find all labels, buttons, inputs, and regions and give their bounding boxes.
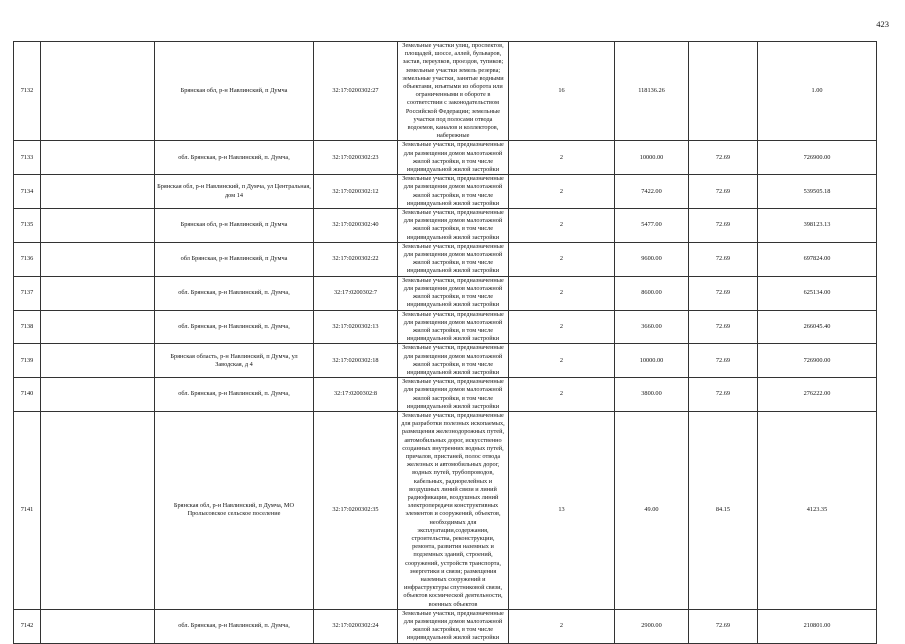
land-use-description-cell: Земельные участки, предназначенные для размещения домов малоэтажной жилой застройки, в том числе индивидуальной жилой застройки bbox=[398, 209, 509, 243]
spacer-cell bbox=[41, 242, 155, 276]
table-row bbox=[14, 310, 877, 344]
area-cell: 3800.00 bbox=[615, 378, 689, 412]
area-cell: 9600.00 bbox=[615, 242, 689, 276]
cadastral-value-cell: 266045.40 bbox=[758, 310, 877, 344]
table-row bbox=[14, 242, 877, 276]
row-number: 7138 bbox=[14, 310, 41, 344]
specific-value-cell: 72.69 bbox=[689, 609, 758, 643]
group-code-cell: 16 bbox=[509, 42, 615, 141]
specific-value-cell bbox=[689, 42, 758, 141]
address-cell: обл. Брянская, р-н Навлинский, п. Думча, bbox=[155, 609, 314, 643]
group-code-cell: 2 bbox=[509, 175, 615, 209]
area-cell: 10000.00 bbox=[615, 344, 689, 378]
cadastral-number-cell: 32:17:0200302:24 bbox=[314, 609, 398, 643]
cadastral-value-cell: 539505.18 bbox=[758, 175, 877, 209]
group-code-cell: 2 bbox=[509, 310, 615, 344]
cadastral-number-cell: 32:17:0200302:40 bbox=[314, 209, 398, 243]
cadastral-number-cell: 32:17:0200302:23 bbox=[314, 141, 398, 175]
spacer-cell bbox=[41, 378, 155, 412]
table-row bbox=[14, 276, 877, 310]
table-row bbox=[14, 344, 877, 378]
row-number: 7135 bbox=[14, 209, 41, 243]
spacer-cell bbox=[41, 209, 155, 243]
row-number: 7137 bbox=[14, 276, 41, 310]
spacer-cell bbox=[41, 42, 155, 141]
address-cell: обл. Брянская, р-н Навлинский, п. Думча, bbox=[155, 378, 314, 412]
cadastral-value-cell: 1.00 bbox=[758, 42, 877, 141]
land-use-description-cell: Земельные участки, предназначенные для размещения домов малоэтажной жилой застройки, в том числе индивидуальной жилой застройки bbox=[398, 242, 509, 276]
specific-value-cell: 72.69 bbox=[689, 141, 758, 175]
area-cell: 7422.00 bbox=[615, 175, 689, 209]
spacer-cell bbox=[41, 609, 155, 643]
specific-value-cell: 72.69 bbox=[689, 175, 758, 209]
specific-value-cell: 72.69 bbox=[689, 276, 758, 310]
address-cell: Брянская обл, р-н Навлинский, п Думча, МО Пролысовское сельское поселение bbox=[155, 411, 314, 609]
cadastral-number-cell: 32:17:0200302:13 bbox=[314, 310, 398, 344]
land-use-description-cell: Земельные участки, предназначенные для размещения домов малоэтажной жилой застройки, в том числе индивидуальной жилой застройки bbox=[398, 276, 509, 310]
address-cell: Брянская обл, р-н Навлинский, п Думча bbox=[155, 209, 314, 243]
group-code-cell: 2 bbox=[509, 209, 615, 243]
table-body bbox=[14, 42, 877, 644]
table-row bbox=[14, 141, 877, 175]
address-cell: Брянская обл, р-н Навлинский, п Думча bbox=[155, 42, 314, 141]
table-row bbox=[14, 609, 877, 643]
specific-value-cell: 72.69 bbox=[689, 209, 758, 243]
spacer-cell bbox=[41, 175, 155, 209]
area-cell: 118136.26 bbox=[615, 42, 689, 141]
cadastral-number-cell: 32:17:0200302:8 bbox=[314, 378, 398, 412]
land-use-description-cell: Земельные участки улиц, проспектов, площадей, шоссе, аллей, бульваров, застав, переулков, проездов, тупиков; земельные участки земель резерва; земельные участки, занятые водными объектами, изъятыми из оборота или ограниченными в обороте в соответствии с законодательством Российской Федерации; земельные участки под полосами отвода водоемов, каналов и коллекторов, набережные bbox=[398, 42, 509, 141]
land-use-description-cell: Земельные участки, предназначенные для размещения домов малоэтажной жилой застройки, в том числе индивидуальной жилой застройки bbox=[398, 344, 509, 378]
specific-value-cell: 72.69 bbox=[689, 310, 758, 344]
row-number: 7142 bbox=[14, 609, 41, 643]
address-cell: Брянская обл, р-н Навлинский, п Думча, ул Центральная, дом 14 bbox=[155, 175, 314, 209]
address-cell: обл. Брянская, р-н Навлинский, п. Думча, bbox=[155, 276, 314, 310]
cadastral-value-cell: 697824.00 bbox=[758, 242, 877, 276]
specific-value-cell: 84.15 bbox=[689, 411, 758, 609]
cadastral-number-cell: 32:17:0200302:27 bbox=[314, 42, 398, 141]
group-code-cell: 2 bbox=[509, 609, 615, 643]
specific-value-cell: 72.69 bbox=[689, 378, 758, 412]
table-row bbox=[14, 378, 877, 412]
area-cell: 10000.00 bbox=[615, 141, 689, 175]
specific-value-cell: 72.69 bbox=[689, 344, 758, 378]
cadastral-number-cell: 32:17:0200302:18 bbox=[314, 344, 398, 378]
cadastral-number-cell: 32:17:0200302:7 bbox=[314, 276, 398, 310]
land-use-description-cell: Земельные участки, предназначенные для размещения домов малоэтажной жилой застройки, в том числе индивидуальной жилой застройки bbox=[398, 175, 509, 209]
page-number: 423 bbox=[876, 19, 889, 29]
area-cell: 3660.00 bbox=[615, 310, 689, 344]
row-number: 7136 bbox=[14, 242, 41, 276]
table-row bbox=[14, 209, 877, 243]
group-code-cell: 2 bbox=[509, 378, 615, 412]
spacer-cell bbox=[41, 344, 155, 378]
land-use-description-cell: Земельные участки, предназначенные для размещения домов малоэтажной жилой застройки, в том числе индивидуальной жилой застройки bbox=[398, 609, 509, 643]
table-row bbox=[14, 411, 877, 609]
cadastral-value-table bbox=[13, 41, 877, 644]
cadastral-value-cell: 625134.00 bbox=[758, 276, 877, 310]
specific-value-cell: 72.69 bbox=[689, 242, 758, 276]
row-number: 7140 bbox=[14, 378, 41, 412]
cadastral-value-cell: 210801.00 bbox=[758, 609, 877, 643]
area-cell: 5477.00 bbox=[615, 209, 689, 243]
spacer-cell bbox=[41, 276, 155, 310]
spacer-cell bbox=[41, 411, 155, 609]
land-use-description-cell: Земельные участки, предназначенные для размещения домов малоэтажной жилой застройки, в том числе индивидуальной жилой застройки bbox=[398, 310, 509, 344]
spacer-cell bbox=[41, 310, 155, 344]
group-code-cell: 2 bbox=[509, 242, 615, 276]
row-number: 7139 bbox=[14, 344, 41, 378]
area-cell: 2900.00 bbox=[615, 609, 689, 643]
cadastral-number-cell: 32:17:0200302:12 bbox=[314, 175, 398, 209]
row-number: 7141 bbox=[14, 411, 41, 609]
land-use-description-cell: Земельные участки, предназначенные для размещения домов малоэтажной жилой застройки, в том числе индивидуальной жилой застройки bbox=[398, 141, 509, 175]
cadastral-value-cell: 276222.00 bbox=[758, 378, 877, 412]
address-cell: обл. Брянская, р-н Навлинский, п. Думча, bbox=[155, 310, 314, 344]
group-code-cell: 2 bbox=[509, 141, 615, 175]
address-cell: Брянская область, р-н Навлинский, п Думча, ул Заводская, д 4 bbox=[155, 344, 314, 378]
group-code-cell: 13 bbox=[509, 411, 615, 609]
table-row bbox=[14, 175, 877, 209]
area-cell: 8600.00 bbox=[615, 276, 689, 310]
land-use-description-cell: Земельные участки, предназначенные для размещения домов малоэтажной жилой застройки, в том числе индивидуальной жилой застройки bbox=[398, 378, 509, 412]
area-cell: 49.00 bbox=[615, 411, 689, 609]
cadastral-value-cell: 726900.00 bbox=[758, 141, 877, 175]
cadastral-number-cell: 32:17:0200302:35 bbox=[314, 411, 398, 609]
table-row bbox=[14, 42, 877, 141]
cadastral-value-cell: 4123.35 bbox=[758, 411, 877, 609]
group-code-cell: 2 bbox=[509, 276, 615, 310]
address-cell: обл. Брянская, р-н Навлинский, п. Думча, bbox=[155, 141, 314, 175]
cadastral-number-cell: 32:17:0200302:22 bbox=[314, 242, 398, 276]
group-code-cell: 2 bbox=[509, 344, 615, 378]
row-number: 7133 bbox=[14, 141, 41, 175]
row-number: 7134 bbox=[14, 175, 41, 209]
cadastral-value-cell: 398123.13 bbox=[758, 209, 877, 243]
cadastral-value-cell: 726900.00 bbox=[758, 344, 877, 378]
spacer-cell bbox=[41, 141, 155, 175]
address-cell: обл Брянская, р-н Навлинский, п Думча bbox=[155, 242, 314, 276]
land-use-description-cell: Земельные участки, предназначенные для разработки полезных ископаемых, размещения железнодорожных путей, автомобильных дорог, искусственно созданных внутренних водных путей, причалов, пристаней, полос отвода железных и автомобильных дорог, водных путей, трубопроводов, кабельных, радиорелейных и воздушных линий связи и линий радиофикации, воздушных линий электропередачи конструктивных элементов и сооружений, объектов, необходимых для эксплуатации,содержания, строительства, реконструкции, ремонта, развития наземных и подземных зданий, строений, сооружений, устройств транспорта, энергетики и связи; размещения наземных сооружений и инфраструктуры спутниковой связи, объектов космической деятельности, военных объектов bbox=[398, 411, 509, 609]
row-number: 7132 bbox=[14, 42, 41, 141]
